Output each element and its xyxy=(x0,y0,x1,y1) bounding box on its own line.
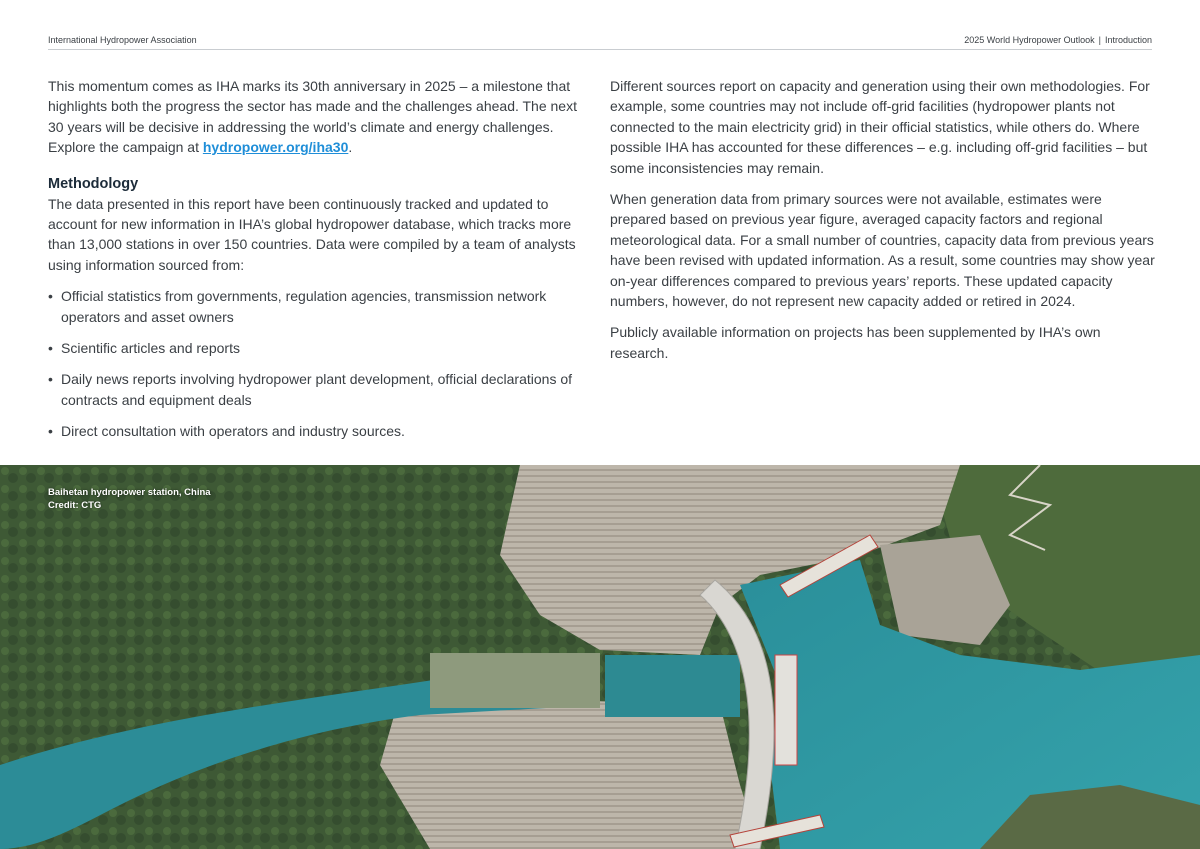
intro-text: This momentum comes as IHA marks its 30th anniversary in 2025 – a milestone that highlights both the progress the sector has made and the challenges ahead. The next 30 years will be decisive in addressing the world’s climate and energy challenges. Explore the campaign at xyxy=(48,78,577,156)
list-item-text: Official statistics from governments, regulation agencies, transmission network operators and asset owners xyxy=(61,288,547,325)
caption-title: Baihetan hydropower station, China xyxy=(48,487,211,498)
tailrace-pool xyxy=(605,655,740,717)
bullet-icon: • xyxy=(48,423,53,440)
intro-text-end: . xyxy=(348,139,353,156)
page-header xyxy=(48,33,1152,50)
lower-rock-slope xyxy=(380,695,760,849)
bullet-icon: • xyxy=(48,371,53,388)
photo-caption xyxy=(48,486,211,512)
paragraph-estimates: When generation data from primary sources were not available, estimates were prepared based on previous year figure, averaged capacity factors and regional meteorological data. For a small number of countries, capacity data from previous years have been revised with updated information. As a result, some countries may show year on-year differences compared to previous years’ reports. These updated capacity numbers, however, do not represent new capacity added or retired in 2024. xyxy=(610,191,1155,310)
list-item xyxy=(48,286,588,327)
intro-paragraph xyxy=(48,76,588,158)
header-separator: | xyxy=(1098,35,1101,45)
header-breadcrumb xyxy=(964,35,1152,45)
bullet-icon: • xyxy=(48,288,53,305)
caption-credit: Credit: CTG xyxy=(48,500,102,511)
left-column xyxy=(48,76,588,453)
list-item-text: Daily news reports involving hydropower plant development, official declarations of contracts and equipment deals xyxy=(61,371,573,408)
list-item-text: Scientific articles and reports xyxy=(61,340,240,357)
header-section: Introduction xyxy=(1104,35,1152,45)
list-item-text: Direct consultation with operators and industry sources. xyxy=(61,423,405,440)
list-item xyxy=(48,421,588,441)
cofferdam-pool xyxy=(430,653,600,708)
paragraph-research: Publicly available information on projects has been supplemented by IHA’s own research. xyxy=(610,324,1101,361)
sources-list xyxy=(48,286,588,441)
iha30-link[interactable]: hydropower.org/iha30 xyxy=(202,139,349,156)
header-org: International Hydropower Association xyxy=(48,35,197,45)
list-item xyxy=(48,369,588,410)
header-publication: 2025 World Hydropower Outlook xyxy=(964,35,1095,45)
methodology-heading: Methodology xyxy=(48,175,139,192)
spillway-structure xyxy=(775,655,797,765)
bullet-icon: • xyxy=(48,340,53,357)
right-column xyxy=(610,76,1155,374)
paragraph-methodologies: Different sources report on capacity and generation using their own methodologies. For example, some countries may not include off-grid facilities (hydropower plants not connected to the main electricity grid) in their official statistics, while others do. Where possible IHA has accounted for these differences – e.g. including off-grid facilities – but some inconsistencies may remain. xyxy=(610,78,1150,176)
dam-photo xyxy=(0,465,1200,849)
methodology-body: The data presented in this report have been continuously tracked and updated to account for new information in IHA’s global hydropower database, which tracks more than 13,000 stations in over 150 countries. Data were compiled by a team of analysts using information sourced from: xyxy=(48,195,576,273)
dam-photo-illustration xyxy=(0,465,1200,849)
list-item xyxy=(48,338,588,358)
